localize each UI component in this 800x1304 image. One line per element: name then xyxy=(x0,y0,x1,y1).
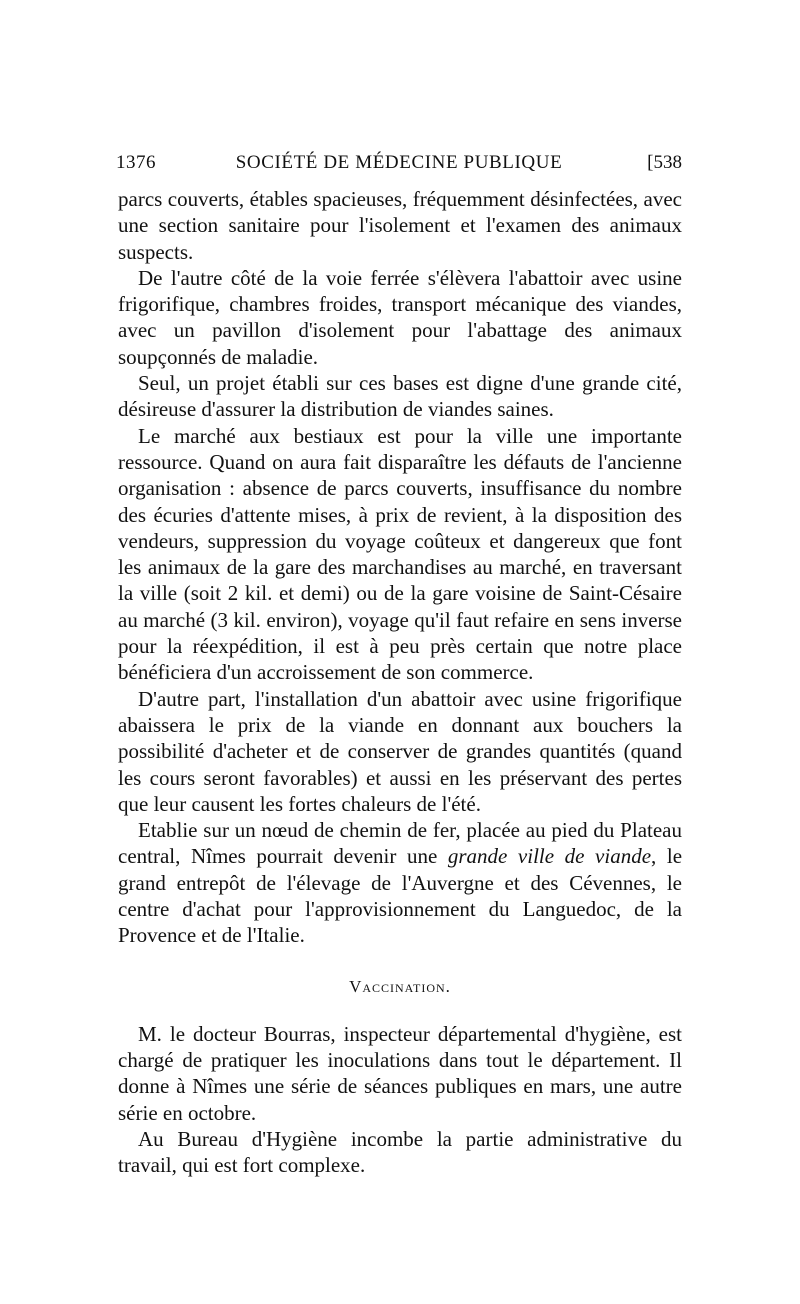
body-text xyxy=(118,186,682,1178)
paragraph-nimes xyxy=(118,817,682,948)
paragraph-marche: Le marché aux bestiaux est pour la ville une importante ressource. Quand on aura fait disparaître les défauts de l'ancienne organisation : absence de parcs couverts, insuffisance du nombre des écuries d'attente mises, à prix de revient, à la disposition des vendeurs, suppression du voyage coûteux et dangereux que font les animaux de la gare des marchandises au marché, en traversant la ville (soit 2 kil. et demi) ou de la gare voisine de Saint-Césaire au marché (3 kil. environ), voyage qu'il faut refaire en sens inverse pour la réexpédition, il est à peu près certain que notre place bénéficiera d'un accroissement de son commerce. xyxy=(118,423,682,685)
folio-number: [538 xyxy=(647,152,682,173)
paragraph-bourras: M. le docteur Bourras, inspecteur départemental d'hygiène, est chargé de pratiquer les inoculations dans tout le département. Il donne à Nîmes une série de séances publiques en mars, une autre série en octobre. xyxy=(118,1021,682,1125)
paragraph-installation: D'autre part, l'installation d'un abattoir avec usine frigorifique abaissera le prix de la viande en donnant aux bouchers la possibilité d'acheter et de conserver de grandes quantités (quand les cours seront favorables) et aussi en les préservant des pertes que leur causent les fortes chaleurs de l'été. xyxy=(118,686,682,816)
running-title: SOCIÉTÉ DE MÉDECINE PUBLIQUE xyxy=(235,152,563,173)
paragraph-nimes-text-start: Etablie sur un nœud de chemin de fer, placée au pied du Plateau central, Nîmes pourrait devenir une xyxy=(118,818,682,869)
paragraph-continuation: parcs couverts, étables spacieuses, fréquemment désinfectées, avec une section sanitaire pour l'isolement et l'examen des animaux suspects. xyxy=(118,187,682,264)
section-heading-vaccination: Vaccination. xyxy=(349,976,451,996)
paragraph-abattoir: De l'autre côté de la voie ferrée s'élèvera l'abattoir avec usine frigorifique, chambres froides, transport mécanique des viandes, avec un pavillon d'isolement pour l'abattage des animaux soupçonnés de maladie. xyxy=(118,265,682,369)
paragraph-nimes-text-end: , le grand entrepôt de l'élevage de l'Auvergne et des Cévennes, le centre d'achat pour l'approvisionnement du Languedoc, de la Provence et de l'Italie. xyxy=(118,844,683,948)
paragraph-bureau: Au Bureau d'Hygiène incombe la partie administrative du travail, qui est fort complexe. xyxy=(118,1126,682,1178)
running-header xyxy=(116,150,682,176)
paragraph-projet: Seul, un projet établi sur ces bases est digne d'une grande cité, désireuse d'assurer la distribution de viandes saines. xyxy=(118,371,682,422)
page-number: 1376 xyxy=(116,152,156,173)
paragraph-nimes-emphasis: grande ville de viande xyxy=(447,844,652,869)
